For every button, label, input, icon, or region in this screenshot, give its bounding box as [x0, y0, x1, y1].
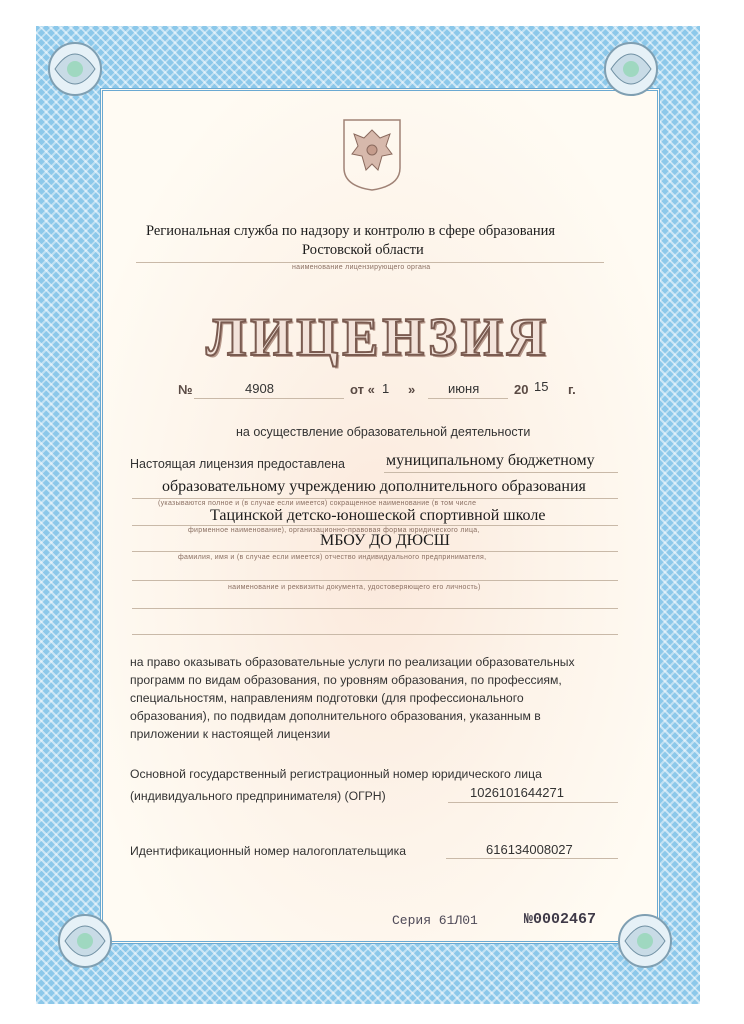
date-day: 1	[382, 381, 390, 396]
rights-line-3: специальностям, направлениям подготовки (для профессионального	[130, 691, 524, 705]
licensee-short-name: МБОУ ДО ДЮСШ	[320, 532, 450, 549]
licensee-label: Настоящая лицензия предоставлена	[130, 457, 346, 471]
underline	[132, 634, 618, 635]
rights-line-4: образования), по подвидам дополнительного образования, указанным в	[130, 709, 541, 723]
licensee-caption-4: наименование и реквизиты документа, удостоверяющего его личность)	[228, 584, 481, 591]
license-purpose: на осуществление образовательной деятельности	[236, 425, 531, 439]
document-title: ЛИЦЕНЗИЯ	[206, 307, 550, 367]
ornament-corner-icon	[610, 906, 680, 976]
inn-label: Идентификационный номер налогоплательщика	[130, 844, 406, 858]
date-from-label: от «	[350, 382, 375, 397]
ornament-corner-icon	[596, 34, 666, 104]
year-suffix: 15	[534, 379, 549, 394]
underline	[446, 858, 618, 859]
underline	[136, 262, 604, 263]
series-label: Серия 61Л01	[392, 913, 478, 928]
underline	[428, 398, 508, 399]
blank-number: №0002467	[524, 911, 597, 928]
authority-line-2: Ростовской области	[302, 242, 424, 258]
underline	[132, 498, 618, 499]
licensee-name-line-3: Тацинской детско-юношеской спортивной школе	[210, 507, 546, 524]
ornament-corner-icon	[50, 906, 120, 976]
ogrn-label-1: Основной государственный регистрационный номер юридического лица	[130, 767, 542, 781]
rights-line-2: программ по видам образования, по уровням образования, по профессиям,	[130, 673, 562, 687]
date-month: июня	[448, 381, 480, 396]
ornament-corner-icon	[40, 34, 110, 104]
rights-line-5: приложении к настоящей лицензии	[130, 727, 331, 741]
authority-line-1: Региональная служба по надзору и контролю в сфере образования	[146, 223, 556, 239]
licensee-caption-3: фамилия, имя и (в случае если имеется) отчество индивидуального предпринимателя,	[178, 554, 487, 561]
ogrn-value: 1026101644271	[470, 785, 564, 800]
underline	[132, 551, 618, 552]
ogrn-label-2: (индивидуального предпринимателя) (ОГРН)	[130, 789, 386, 803]
licensee-caption-2: фирменное наименование), организационно-правовая форма юридического лица,	[188, 527, 480, 534]
year-unit: г.	[568, 382, 576, 397]
rights-line-1: на право оказывать образовательные услуги по реализации образовательных	[130, 655, 575, 669]
licensee-name-line-2: образовательному учреждению дополнительного образования	[162, 478, 586, 495]
underline	[132, 608, 618, 609]
inn-value: 616134008027	[486, 842, 573, 857]
underline	[448, 802, 618, 803]
year-prefix: 20	[514, 382, 529, 397]
underline	[132, 525, 618, 526]
underline	[132, 580, 618, 581]
licensee-caption-1: (указываются полное и (в случае если имеется) сокращенное наименование (в том числе	[158, 500, 477, 507]
authority-caption: наименование лицензирующего органа	[292, 264, 431, 271]
date-close-quote: »	[408, 382, 416, 397]
license-number: 4908	[245, 381, 274, 396]
licensee-name-line-1: муниципальному бюджетному	[386, 452, 595, 469]
number-label: №	[178, 382, 193, 397]
coat-of-arms-icon	[340, 116, 404, 192]
underline	[384, 472, 618, 473]
underline	[194, 398, 344, 399]
